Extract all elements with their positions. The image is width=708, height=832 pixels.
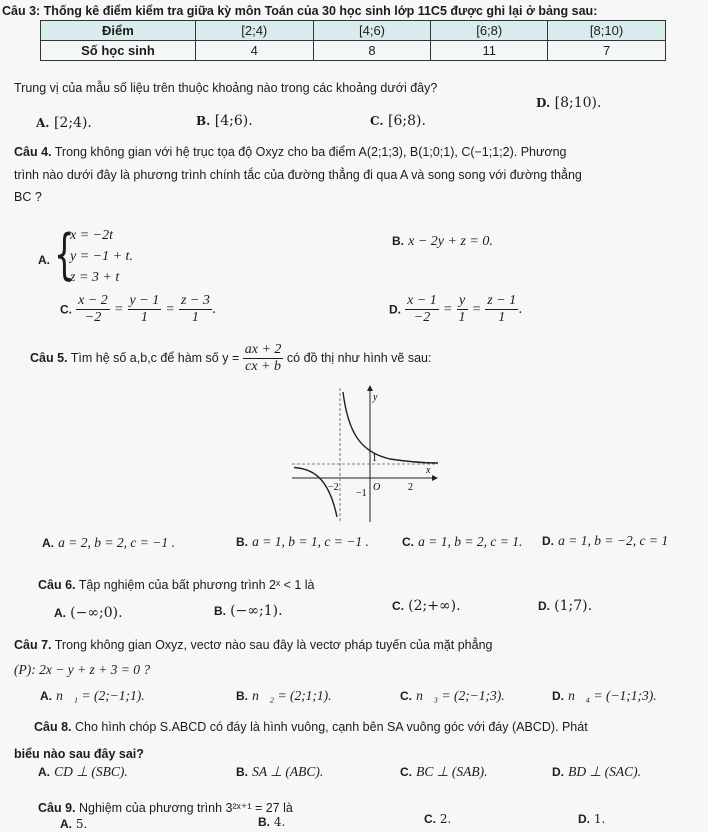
q7-option-d bbox=[552, 688, 657, 704]
table-cell-interval: [4;6) bbox=[313, 21, 431, 41]
origin-label: O bbox=[373, 482, 381, 493]
q4-system-line: x = −2t bbox=[70, 228, 113, 243]
option-text: (1;7). bbox=[554, 598, 593, 614]
question-text: Cho hình chóp S.ABCD có đáy là hình vuông, cạnh bên SA vuông góc với đáy (ABCD). Phát bbox=[75, 720, 588, 734]
q9-option-b bbox=[258, 815, 285, 829]
option-text: n⃗₁ = (2;−1;1). bbox=[56, 688, 145, 703]
question-label: Câu 5. bbox=[30, 350, 68, 365]
question-label: Câu 9. bbox=[38, 801, 76, 815]
option-label: B. bbox=[196, 114, 211, 128]
q3-title: Câu 3: Thống kê điểm kiểm tra giữa kỳ môn Toán của 30 học sinh lớp 11C5 được ghi lại ở bảng sau: bbox=[2, 4, 598, 18]
option-label: C. bbox=[424, 812, 436, 826]
q7-text-line2: (P): 2x − y + z + 3 = 0 ? bbox=[14, 662, 151, 677]
option-text: 5. bbox=[75, 817, 88, 831]
q4-option-b bbox=[392, 234, 493, 250]
fraction-denominator: 1 bbox=[191, 310, 199, 325]
q3-option-c bbox=[370, 113, 426, 129]
q5-option-b bbox=[236, 534, 369, 550]
option-label: A. bbox=[60, 817, 72, 831]
option-text: 1. bbox=[593, 812, 606, 826]
question-text: Trong không gian Oxyz, vectơ nào sau đây là vectơ pháp tuyến của mặt phẳng bbox=[54, 638, 493, 652]
fraction-denominator: 1 bbox=[140, 310, 148, 325]
q4-brace: { bbox=[54, 223, 75, 286]
fraction-numerator: z − 1 bbox=[487, 293, 517, 308]
question-label: Câu 6. bbox=[38, 578, 76, 592]
q7-text-line1 bbox=[14, 638, 493, 652]
q9-option-a bbox=[60, 817, 87, 831]
q9-option-d bbox=[578, 812, 605, 826]
question-label: Câu 8. bbox=[34, 720, 72, 734]
question-text: Tập nghiệm của bất phương trình 2ˣ < 1 là bbox=[78, 578, 315, 592]
fraction-denominator: 1 bbox=[498, 310, 506, 325]
table-cell-count: 8 bbox=[313, 41, 431, 61]
option-text: x − 2y + z = 0. bbox=[408, 234, 493, 249]
q5-option-c bbox=[402, 534, 522, 550]
option-text: n⃗₂ = (2;1;1). bbox=[252, 688, 332, 703]
option-text: CD ⊥ (SBC). bbox=[54, 764, 128, 779]
option-text: a = 1, b = 2, c = 1. bbox=[418, 534, 523, 549]
y-axis-label: y bbox=[373, 392, 378, 403]
option-text: a = 1, b = 1, c = −1 . bbox=[252, 534, 369, 549]
q3-option-d bbox=[536, 95, 601, 111]
q5-function-graph bbox=[290, 382, 440, 522]
q6-option-d bbox=[538, 598, 592, 614]
fraction-denominator: −2 bbox=[413, 310, 431, 325]
q6-option-a bbox=[54, 605, 123, 621]
option-label: C. bbox=[402, 535, 414, 549]
q8-text-line1 bbox=[34, 720, 588, 734]
fraction-numerator: y bbox=[457, 293, 468, 310]
option-label: C. bbox=[60, 302, 72, 317]
option-text: a = 2, b = 2, c = −1 . bbox=[58, 535, 175, 550]
q3-question: Trung vị của mẫu số liệu trên thuộc khoảng nào trong các khoảng dưới đây? bbox=[14, 81, 438, 95]
fraction bbox=[243, 342, 284, 375]
q4-system-line: y = −1 + t. bbox=[70, 249, 133, 264]
option-label: D. bbox=[578, 812, 590, 826]
option-label: B. bbox=[236, 689, 248, 703]
option-label: B. bbox=[214, 604, 226, 618]
q9-question bbox=[38, 800, 293, 815]
q8-text-line2: biểu nào sau đây sai? bbox=[14, 747, 144, 761]
q8-option-d bbox=[552, 764, 641, 780]
fraction-numerator: z − 3 bbox=[180, 293, 210, 308]
tick-label: −2 bbox=[328, 482, 339, 493]
option-text: n⃗₃ = (2;−1;3). bbox=[416, 688, 505, 703]
table-cell-interval: [6;8) bbox=[431, 21, 548, 41]
option-label: A. bbox=[40, 689, 52, 703]
q6-option-b bbox=[214, 603, 283, 619]
tick-label: 1 bbox=[372, 453, 377, 464]
table-row bbox=[41, 41, 666, 61]
q6-option-c bbox=[392, 598, 461, 614]
option-text: [6;8). bbox=[387, 113, 426, 129]
option-text: [8;10). bbox=[554, 95, 602, 111]
table-row bbox=[41, 21, 666, 41]
option-text: 4. bbox=[273, 815, 286, 829]
fraction bbox=[405, 293, 439, 326]
fraction-numerator: x − 1 bbox=[407, 293, 437, 308]
q4-text-line3: BC ? bbox=[14, 190, 42, 204]
q3-option-b bbox=[196, 113, 253, 129]
option-label: D. bbox=[389, 302, 401, 317]
question-label: Câu 4. bbox=[14, 145, 52, 159]
option-label: B. bbox=[236, 535, 248, 549]
q4-option-a-label: A. bbox=[38, 253, 50, 267]
q5-question bbox=[30, 342, 431, 375]
table-cell-count: 11 bbox=[431, 41, 548, 61]
fraction bbox=[128, 293, 162, 326]
fraction-numerator: y − 1 bbox=[129, 293, 160, 308]
x-axis-arrow-icon bbox=[432, 475, 438, 481]
option-label: D. bbox=[552, 689, 564, 703]
fraction-numerator: ax + 2 bbox=[244, 342, 282, 357]
question-text: Trong không gian với hệ trục tọa độ Oxyz cho ba điểm A(2;1;3), B(1;0;1), C(−1;1;2). Phương bbox=[54, 145, 567, 159]
punctuation: . bbox=[211, 302, 216, 317]
option-text: (2;+∞). bbox=[408, 598, 461, 614]
option-text: (−∞;1). bbox=[230, 603, 283, 619]
q5-option-a bbox=[42, 535, 175, 551]
q5-option-d bbox=[542, 533, 668, 549]
option-label: B. bbox=[392, 234, 404, 248]
question-text: Nghiệm của phương trình 3²ˣ⁺¹ = 27 là bbox=[79, 801, 293, 815]
fraction bbox=[179, 293, 212, 326]
q9-option-c bbox=[424, 812, 451, 826]
option-text: n⃗₄ = (−1;1;3). bbox=[568, 688, 657, 703]
option-label: B. bbox=[236, 765, 248, 779]
option-label: A. bbox=[36, 116, 50, 130]
fraction-denominator: 1 bbox=[458, 310, 466, 325]
q4-option-c: C. $\frac{x - 2}{-2}$ = $\frac{y - 1}{1}$ = $\frac{z - 3}{1}$ . bbox=[60, 293, 216, 325]
table-cell-interval: [8;10) bbox=[548, 21, 666, 41]
fraction bbox=[76, 293, 110, 326]
question-text: Tìm hệ số a,b,c để hàm số y = bbox=[70, 350, 240, 365]
q3-option-a bbox=[36, 115, 92, 131]
fraction bbox=[485, 293, 518, 326]
table-cell-count: 4 bbox=[195, 41, 313, 61]
q8-option-a bbox=[38, 764, 128, 780]
table-cell-header-count: Số học sinh bbox=[41, 41, 196, 61]
punctuation: . bbox=[518, 302, 523, 317]
table-cell-interval: [2;4) bbox=[195, 21, 313, 41]
q4-text-line1 bbox=[14, 145, 566, 159]
right-branch-curve bbox=[343, 392, 438, 463]
option-label: D. bbox=[536, 96, 551, 110]
option-label: D. bbox=[538, 599, 550, 613]
option-label: A. bbox=[54, 606, 66, 620]
q4-option-d: D. $\frac{x - 1}{-2}$ = $\frac{y}{1}$ = $\frac{z - 1}{1}$ . bbox=[389, 293, 523, 325]
x-axis-label: x bbox=[426, 465, 431, 476]
q8-option-b bbox=[236, 764, 323, 780]
option-text: BD ⊥ (SAC). bbox=[568, 764, 642, 779]
q4-system-line: z = 3 + t bbox=[70, 270, 120, 285]
question-label: Câu 7. bbox=[14, 638, 52, 652]
question-text: có đồ thị như hình vẽ sau: bbox=[286, 350, 432, 365]
option-text: SA ⊥ (ABC). bbox=[252, 764, 324, 779]
q7-option-b bbox=[236, 688, 332, 704]
y-axis-arrow-icon bbox=[367, 385, 373, 391]
option-text: [2;4). bbox=[53, 115, 92, 131]
fraction-numerator: x − 2 bbox=[78, 293, 108, 308]
option-label: B. bbox=[258, 815, 270, 829]
q7-option-a bbox=[40, 688, 145, 704]
fraction bbox=[457, 293, 468, 326]
option-label: A. bbox=[42, 536, 54, 550]
option-label: C. bbox=[392, 599, 404, 613]
option-label: D. bbox=[552, 765, 564, 779]
option-text: (−∞;0). bbox=[70, 605, 123, 621]
tick-label: −1 bbox=[356, 488, 367, 499]
option-text: BC ⊥ (SAB). bbox=[416, 764, 488, 779]
q4-text-line2: trình nào dưới đây là phương trình chính tắc của đường thẳng đi qua A và song song với đường thẳng bbox=[14, 168, 582, 182]
option-label: C. bbox=[400, 765, 412, 779]
option-text: 2. bbox=[439, 812, 452, 826]
q7-option-c bbox=[400, 688, 505, 704]
q8-option-c bbox=[400, 764, 488, 780]
fraction-denominator: −2 bbox=[84, 310, 102, 325]
q3-statistics-table bbox=[40, 20, 666, 61]
option-text: [4;6). bbox=[214, 113, 253, 129]
option-label: C. bbox=[370, 114, 384, 128]
tick-label: 2 bbox=[408, 482, 413, 493]
option-label: A. bbox=[38, 765, 50, 779]
option-label: C. bbox=[400, 689, 412, 703]
option-label: D. bbox=[542, 534, 554, 548]
q6-question bbox=[38, 578, 315, 592]
option-text: a = 1, b = −2, c = 1 bbox=[558, 533, 669, 548]
table-cell-count: 7 bbox=[548, 41, 666, 61]
fraction-denominator: cx + b bbox=[245, 359, 281, 374]
table-cell-header-score: Điểm bbox=[41, 21, 196, 41]
